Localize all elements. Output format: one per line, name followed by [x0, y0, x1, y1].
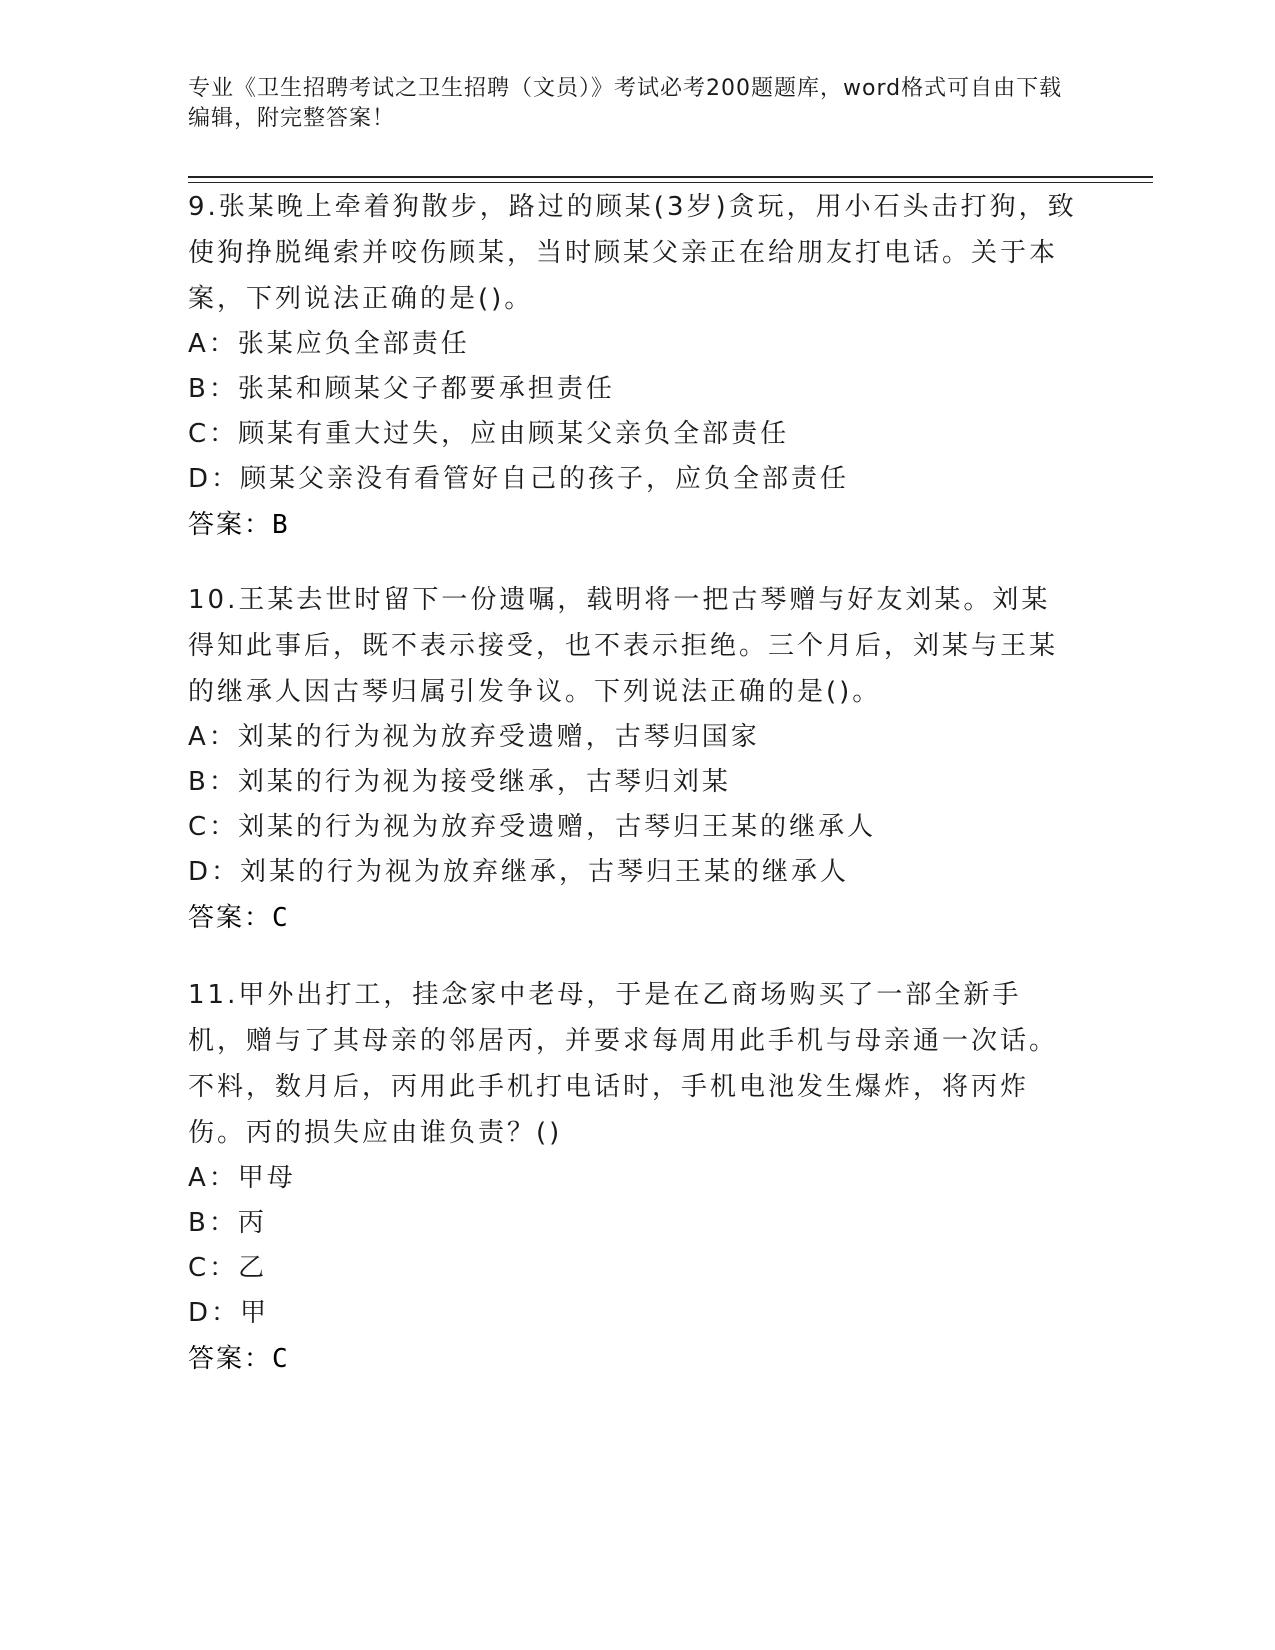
question-10: [188, 577, 1078, 941]
option-a: A：刘某的行为视为放弃受遗赠，古琴归国家: [188, 722, 760, 752]
option-a: A：张某应负全部责任: [188, 329, 470, 359]
option-b: B：张某和顾某父子都要承担责任: [188, 374, 615, 404]
option-b: B：丙: [188, 1208, 267, 1238]
question-stem: 10.王某去世时留下一份遗嘱，载明将一把古琴赠与好友刘某。刘某得知此事后，既不表示接受，也不表示拒绝。三个月后，刘某与王某的继承人因古琴归属引发争议。下列说法正确的是()。: [188, 585, 1059, 707]
answer-line: [188, 502, 1078, 548]
answer-value: C: [272, 1344, 290, 1374]
question-stem: 11.甲外出打工，挂念家中老母，于是在乙商场购买了一部全新手机，赠与了其母亲的邻居丙，并要求每周用此手机与母亲通一次话。不料，数月后，丙用此手机打电话时，手机电池发生爆炸，将丙炸伤。丙的损失应由谁负责？(): [188, 980, 1059, 1148]
option-d: D：甲: [188, 1298, 270, 1328]
header-divider-thin: [188, 182, 1153, 183]
answer-value: C: [272, 903, 290, 933]
option-a: A：甲母: [188, 1163, 296, 1193]
answer-line: [188, 895, 1078, 941]
option-c: C：顾某有重大过失，应由顾某父亲负全部责任: [188, 419, 790, 449]
option-b: B：刘某的行为视为接受继承，古琴归刘某: [188, 767, 731, 797]
header-intro-text: 专业《卫生招聘考试之卫生招聘（文员）》考试必考200题题库，word格式可自由下载编辑，附完整答案！: [188, 76, 1063, 131]
answer-label: 答案：: [188, 510, 273, 540]
answer-label: 答案：: [188, 1344, 273, 1374]
question-9: [188, 184, 1078, 548]
option-d: D：顾某父亲没有看管好自己的孩子，应负全部责任: [188, 464, 850, 494]
answer-line: [188, 1336, 1078, 1382]
option-c: C：刘某的行为视为放弃受遗赠，古琴归王某的继承人: [188, 812, 877, 842]
option-c: C：乙: [188, 1253, 268, 1283]
header-divider-thick: [188, 176, 1153, 178]
document-header: [188, 74, 1068, 134]
answer-value: B: [272, 510, 290, 540]
question-11: [188, 972, 1078, 1382]
option-d: D：刘某的行为视为放弃继承，古琴归王某的继承人: [188, 857, 850, 887]
answer-label: 答案：: [188, 903, 273, 933]
question-stem: 9.张某晚上牵着狗散步，路过的顾某(3岁)贪玩，用小石头击打狗，致使狗挣脱绳索并咬伤顾某，当时顾某父亲正在给朋友打电话。关于本案，下列说法正确的是()。: [188, 192, 1077, 314]
